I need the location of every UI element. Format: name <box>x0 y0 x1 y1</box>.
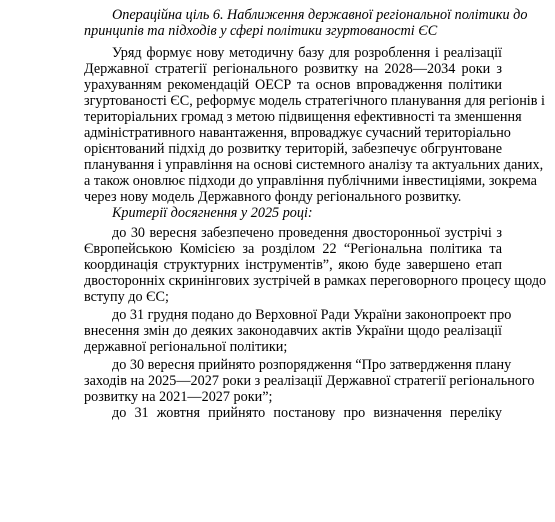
intro-line-6: адміністративного навантаження, впроваджує сучасний територіально <box>84 125 511 141</box>
criterion-3-line-3: розвитку на 2021—2027 роки”; <box>84 389 273 405</box>
intro-line-8: планування і управління на основі системного аналізу та актуальних даних, <box>84 157 544 173</box>
intro-line-1: Уряд формує нову методичну базу для розроблення і реалізації <box>112 45 502 61</box>
criterion-3-line-2: заходів на 2025—2027 роки з реалізації Державної стратегії регіонального <box>84 373 535 389</box>
criterion-1-line-5: вступу до ЄС; <box>84 289 169 305</box>
objective-heading-line-2: принципів та підходів у сфері політики згуртованості ЄС <box>84 23 438 39</box>
criterion-2-line-3: державної регіональної політики; <box>84 339 288 355</box>
criterion-2-line-2: внесення змін до деяких законодавчих актів України щодо реалізації <box>84 323 502 339</box>
intro-line-3: урахуванням рекомендацій ОЕСР та основ впровадження політики <box>84 77 502 93</box>
objective-heading-line-1: Операційна ціль 6. Наближення державної регіональної політики до <box>112 7 528 23</box>
criterion-2-line-1: до 31 грудня подано до Верховної Ради України законопроект про <box>112 307 512 323</box>
criterion-1-line-1: до 30 вересня забезпечено проведення двосторонньої зустрічі з <box>112 225 502 241</box>
intro-line-9: а також оновлює підходи до управління публічними інвестиціями, зокрема <box>84 173 537 189</box>
criterion-1-line-3: координація структурних інструментів”, якою буде завершено етап <box>84 257 502 273</box>
criterion-3-line-1: до 30 вересня прийнято розпорядження “Про затвердження плану <box>112 357 512 373</box>
intro-line-2: Державної стратегії регіонального розвитку на 2028—2034 роки з <box>84 61 502 77</box>
criterion-1-line-4: двосторонніх скринінгових зустрічей в рамках переговорного процесу щодо <box>84 273 547 289</box>
criterion-4-line-1: до 31 жовтня прийнято постанову про визначення переліку <box>112 405 502 421</box>
criterion-1-line-2: Європейською Комісією за розділом 22 “Регіональна політика та <box>84 241 502 257</box>
intro-line-7: орієнтований підхід до розвитку територій, забезпечує обгрунтоване <box>84 141 502 157</box>
intro-line-5: територіальних громад з метою підвищення ефективності та зменшення <box>84 109 522 125</box>
intro-line-10: через нову модель Державного фонду регіонального розвитку. <box>84 189 462 205</box>
intro-line-4: згуртованості ЄС, реформує модель стратегічного планування для регіонів і <box>84 93 545 109</box>
criteria-heading: Критерії досягнення у 2025 році: <box>112 205 313 221</box>
